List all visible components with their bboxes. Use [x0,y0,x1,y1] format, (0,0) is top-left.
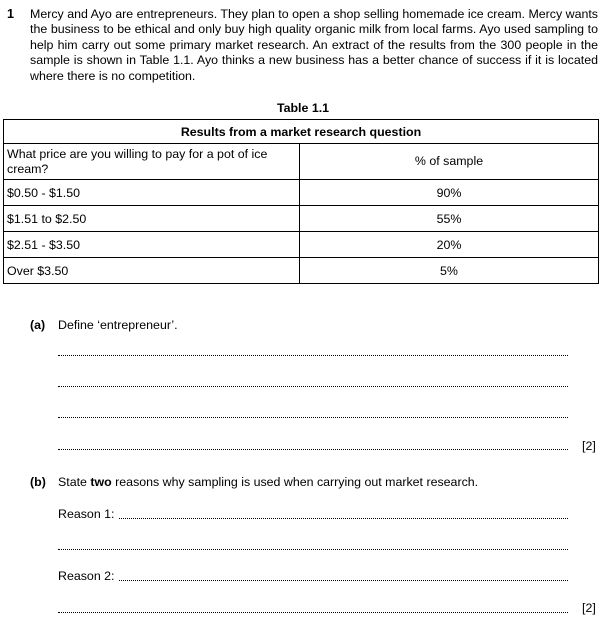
answer-line-a4[interactable] [58,449,568,450]
header-question-cell: What price are you willing to pay for a pot of ice cream? [4,144,300,180]
part-a-marks: [2] [582,439,596,453]
cell-percent: 55% [300,206,599,232]
cell-percent: 90% [300,180,599,206]
table-row [4,232,599,258]
part-b-prompt-emphasis: two [90,475,112,489]
cell-price: $2.51 - $3.50 [4,232,300,258]
part-b-prompt [58,475,478,489]
reason-2-label: Reason 2: [58,569,115,583]
cell-price: $1.51 to $2.50 [4,206,300,232]
table-title: Results from a market research question [4,120,599,144]
part-b-label: (b) [30,475,46,489]
answer-line-reason-2[interactable] [119,580,568,581]
cell-price: $0.50 - $1.50 [4,180,300,206]
answer-line-reason-1[interactable] [119,518,568,519]
table-row [4,206,599,232]
answer-line-b4[interactable] [58,612,568,613]
answer-line-a1[interactable] [58,355,568,356]
cell-price: Over $3.50 [4,258,300,284]
table-row [4,180,599,206]
table-row [4,258,599,284]
answer-line-a2[interactable] [58,386,568,387]
header-percent-cell: % of sample [300,144,599,180]
part-a-label: (a) [30,318,46,332]
question-intro: Mercy and Ayo are entrepreneurs. They plan to open a shop selling homemade ice cream. Mercy wants the business to be ethical and only buy high quality organic milk from local farms. Ayo used sampling to help him carry out some primary market research. An extract of the results from the 300 people in the sample is shown in Table 1.1. Ayo thinks a new business has a better chance of success if it is located where there is no competition. [30,7,598,83]
part-b-prompt-end: reasons why sampling is used when carrying out market research. [111,475,479,489]
answer-line-b2[interactable] [58,549,568,550]
part-a-prompt: Define ‘entrepreneur’. [58,318,178,332]
part-b-marks: [2] [582,601,596,615]
question-number: 1 [7,7,15,21]
cell-percent: 5% [300,258,599,284]
answer-line-a3[interactable] [58,417,568,418]
table-caption: Table 1.1 [276,101,330,115]
part-b-prompt-start: State [58,475,91,489]
results-table [3,119,599,284]
cell-percent: 20% [300,232,599,258]
reason-1-label: Reason 1: [58,507,115,521]
